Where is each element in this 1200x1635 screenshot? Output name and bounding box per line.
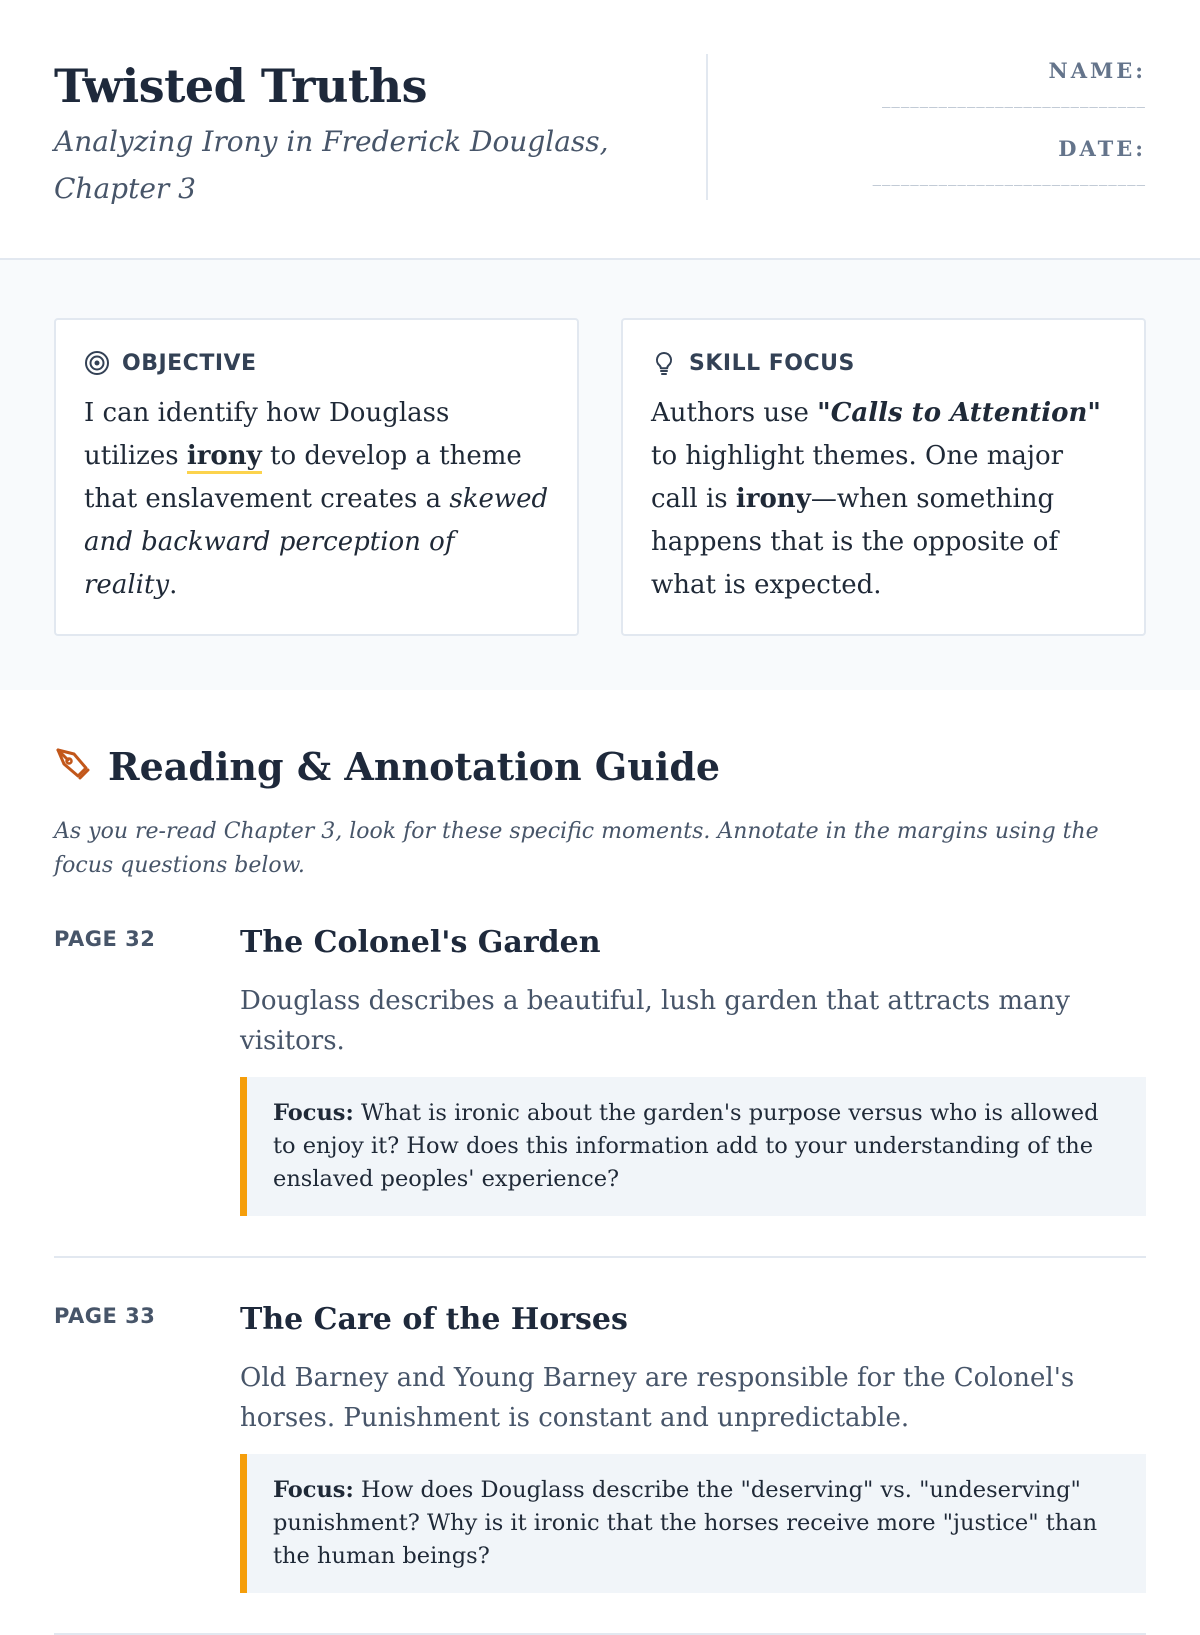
objective-text-part: . [169, 570, 178, 600]
date-field[interactable]: _____________________________ [872, 170, 1146, 186]
irony-term: irony [735, 484, 811, 514]
skill-focus-title: SKILL FOCUS [689, 350, 855, 376]
focus-label: Focus: [273, 1100, 354, 1126]
annotation-guide [0, 690, 1200, 1635]
name-label: NAME: [1048, 58, 1146, 83]
worksheet-header [0, 0, 1200, 260]
objective-header [84, 350, 549, 376]
guide-entry [54, 1300, 1146, 1635]
guide-intro: As you re-read Chapter 3, look for these specific moments. Annotate in the margins using the focus questions below. [54, 819, 1099, 878]
header-divider [706, 54, 708, 200]
worksheet-subtitle: Analyzing Irony in Frederick Douglass, Chapter 3 [54, 125, 609, 205]
objective-text [84, 392, 549, 607]
skill-text-part: Authors use [651, 398, 818, 428]
page-number: PAGE 32 [54, 927, 156, 951]
focus-question [240, 1454, 1146, 1593]
entry-content [240, 923, 1146, 1216]
entry-content [240, 1300, 1146, 1593]
worksheet-title: Twisted Truths [54, 59, 427, 113]
focus-question [240, 1077, 1146, 1216]
entry-description: Douglass describes a beautiful, lush garden that attracts many visitors. [240, 986, 1070, 1056]
page-number: PAGE 33 [54, 1304, 156, 1328]
calls-to-attention-term: "Calls to Attention" [817, 398, 1101, 428]
info-band [0, 260, 1200, 690]
focus-text: What is ironic about the garden's purpose versus who is allowed to enjoy it? How does this information add to your understanding of the enslaved peoples' experience? [273, 1100, 1099, 1192]
skill-focus-text [651, 392, 1116, 607]
guide-header [54, 744, 1146, 789]
irony-highlight: irony [187, 441, 262, 474]
skill-text-part: to highlight themes. One major call is [651, 441, 1064, 514]
objective-italic: skewed and backward perception of reality [84, 484, 549, 600]
skill-focus-header [651, 350, 1116, 376]
objective-text-part: to develop a theme that enslavement creates a [84, 441, 522, 514]
focus-label: Focus: [273, 1477, 354, 1503]
entry-title: The Colonel's Garden [240, 925, 601, 960]
pen-nib-icon [54, 746, 92, 788]
target-icon [84, 350, 110, 376]
skill-focus-card [621, 318, 1146, 636]
entry-title: The Care of the Horses [240, 1302, 628, 1337]
name-field[interactable]: ____________________________ [881, 92, 1146, 108]
objective-title: OBJECTIVE [122, 350, 257, 376]
objective-text-part: I can identify how Douglass utilizes [84, 398, 450, 471]
lightbulb-icon [651, 350, 677, 376]
entry-description: Old Barney and Young Barney are responsible for the Colonel's horses. Punishment is constant and unpredictable. [240, 1363, 1075, 1433]
student-info [873, 56, 1146, 212]
guide-title: Reading & Annotation Guide [108, 744, 721, 789]
skill-text-part: —when something happens that is the opposite of what is expected. [651, 484, 1059, 600]
focus-text: How does Douglass describe the "deserving" vs. "undeserving" punishment? Why is it ironic that the horses receive more "justice" than the human beings? [273, 1477, 1098, 1569]
guide-entry [54, 923, 1146, 1258]
date-label: DATE: [1058, 136, 1146, 161]
objective-card [54, 318, 579, 636]
